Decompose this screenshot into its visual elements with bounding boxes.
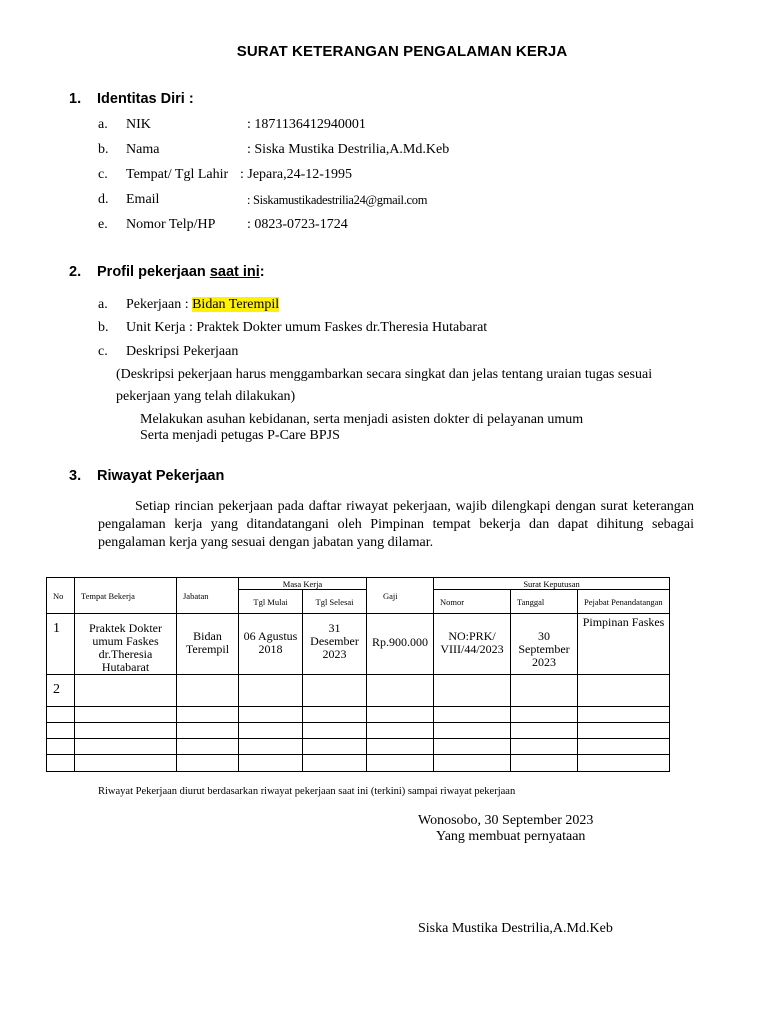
header-pejabat: Pejabat Penandatangan bbox=[578, 590, 670, 614]
pekerjaan-row: Pekerjaan : Bidan Terempil bbox=[126, 297, 280, 312]
row-2-tempat bbox=[75, 675, 177, 707]
nik-value: : 1871136412940001 bbox=[247, 117, 366, 132]
telp-value: : 0823-0723-1724 bbox=[247, 217, 348, 232]
header-tgl-mulai: Tgl Mulai bbox=[239, 590, 303, 614]
row-1-nomor: NO:PRK/ VIII/44/2023 bbox=[434, 614, 511, 675]
header-nomor: Nomor bbox=[434, 590, 511, 614]
header-gaji: Gaji bbox=[367, 578, 434, 614]
row-1-tanggal: 30 September 2023 bbox=[511, 614, 578, 675]
signature-statement: Yang membuat pernyataan bbox=[436, 829, 586, 844]
section-3-heading: Riwayat Pekerjaan bbox=[97, 468, 225, 484]
deskripsi-text-2: Serta menjadi petugas P-Care BPJS bbox=[140, 428, 340, 443]
document-title: SURAT KETERANGAN PENGALAMAN KERJA bbox=[236, 43, 568, 60]
pekerjaan-letter: a. bbox=[98, 297, 108, 312]
deskripsi-note-1: (Deskripsi pekerjaan harus menggambarkan secara singkat dan jelas tentang uraian tugas sesuai bbox=[116, 367, 653, 382]
deskripsi-letter: c. bbox=[98, 344, 108, 359]
deskripsi-note-2: pekerjaan yang telah dilakukan) bbox=[116, 389, 296, 404]
header-tempat: Tempat Bekerja bbox=[75, 578, 177, 614]
row-2-no: 2 bbox=[47, 675, 75, 707]
row-2-tanggal bbox=[511, 675, 578, 707]
row-1-tgl-mulai: 06 Agustus 2018 bbox=[239, 614, 303, 675]
header-tanggal: Tanggal bbox=[511, 590, 578, 614]
section-1-number: 1. bbox=[69, 91, 82, 107]
section-2-heading: Profil pekerjaan saat ini: bbox=[97, 264, 265, 280]
section-1-heading: Identitas Diri : bbox=[97, 91, 194, 107]
riwayat-table bbox=[46, 577, 670, 772]
row-2-jabatan bbox=[177, 675, 239, 707]
signature-name: Siska Mustika Destrilia,A.Md.Keb bbox=[418, 921, 613, 936]
row-2-tgl-mulai bbox=[239, 675, 303, 707]
row-1-tgl-selesai: 31 Desember 2023 bbox=[303, 614, 367, 675]
email-value: : Siskamustikadestrilia24@gmail.com bbox=[247, 193, 428, 207]
table-row bbox=[47, 739, 670, 755]
riwayat-paragraph: Setiap rincian pekerjaan pada daftar riwayat pekerjaan, wajib dilengkapi dengan surat keterangan pengalaman kerja yang ditandatangani oleh Pimpinan tempat bekerja dan dapat dihitung sebagai pengalaman kerja yang sesuai dengan jabatan yang dilamar. bbox=[98, 499, 694, 550]
nama-letter: b. bbox=[98, 142, 109, 157]
header-tgl-selesai: Tgl Selesai bbox=[303, 590, 367, 614]
section-3-number: 3. bbox=[69, 468, 82, 484]
header-surat-keputusan: Surat Keputusan bbox=[434, 578, 670, 590]
nik-letter: a. bbox=[98, 117, 108, 132]
unit-kerja: Unit Kerja : Praktek Dokter umum Faskes dr.Theresia Hutabarat bbox=[126, 320, 488, 335]
telp-label: Nomor Telp/HP bbox=[126, 217, 216, 232]
row-1-tempat: Praktek Dokter umum Faskes dr.Theresia Hutabarat bbox=[75, 614, 177, 675]
pekerjaan-value-highlight: Bidan Terempil bbox=[192, 297, 280, 312]
unit-letter: b. bbox=[98, 320, 109, 335]
header-no: No bbox=[47, 578, 75, 614]
row-2-gaji bbox=[367, 675, 434, 707]
deskripsi-label: Deskripsi Pekerjaan bbox=[126, 344, 239, 359]
row-1-no: 1 bbox=[47, 614, 75, 675]
header-masa-kerja: Masa Kerja bbox=[239, 578, 367, 590]
deskripsi-text-1: Melakukan asuhan kebidanan, serta menjadi asisten dokter di pelayanan umum bbox=[140, 412, 584, 427]
row-1-gaji: Rp.900.000 bbox=[367, 614, 434, 675]
telp-letter: e. bbox=[98, 217, 108, 232]
section-2-number: 2. bbox=[69, 264, 82, 280]
table-row bbox=[47, 675, 670, 707]
header-jabatan: Jabatan bbox=[177, 578, 239, 614]
signature-place-date: Wonosobo, 30 September 2023 bbox=[418, 813, 594, 828]
table-row bbox=[47, 755, 670, 772]
ttl-value: : Jepara,24-12-1995 bbox=[240, 167, 352, 182]
nama-label: Nama bbox=[126, 142, 160, 157]
row-2-nomor bbox=[434, 675, 511, 707]
nik-label: NIK bbox=[126, 117, 151, 132]
row-1-jabatan: Bidan Terempil bbox=[177, 614, 239, 675]
row-2-tgl-selesai bbox=[303, 675, 367, 707]
row-1-pejabat: Pimpinan Faskes bbox=[578, 614, 670, 675]
table-footnote: Riwayat Pekerjaan diurut berdasarkan riwayat pekerjaan saat ini (terkini) sampai riwayat pekerjaan bbox=[98, 786, 516, 797]
ttl-label: Tempat/ Tgl Lahir bbox=[126, 167, 229, 182]
email-label: Email bbox=[126, 192, 160, 207]
nama-value: : Siska Mustika Destrilia,A.Md.Keb bbox=[247, 142, 450, 157]
table-row bbox=[47, 707, 670, 723]
table-row bbox=[47, 723, 670, 739]
row-2-pejabat bbox=[578, 675, 670, 707]
email-letter: d. bbox=[98, 192, 109, 207]
table-row bbox=[47, 614, 670, 675]
ttl-letter: c. bbox=[98, 167, 108, 182]
